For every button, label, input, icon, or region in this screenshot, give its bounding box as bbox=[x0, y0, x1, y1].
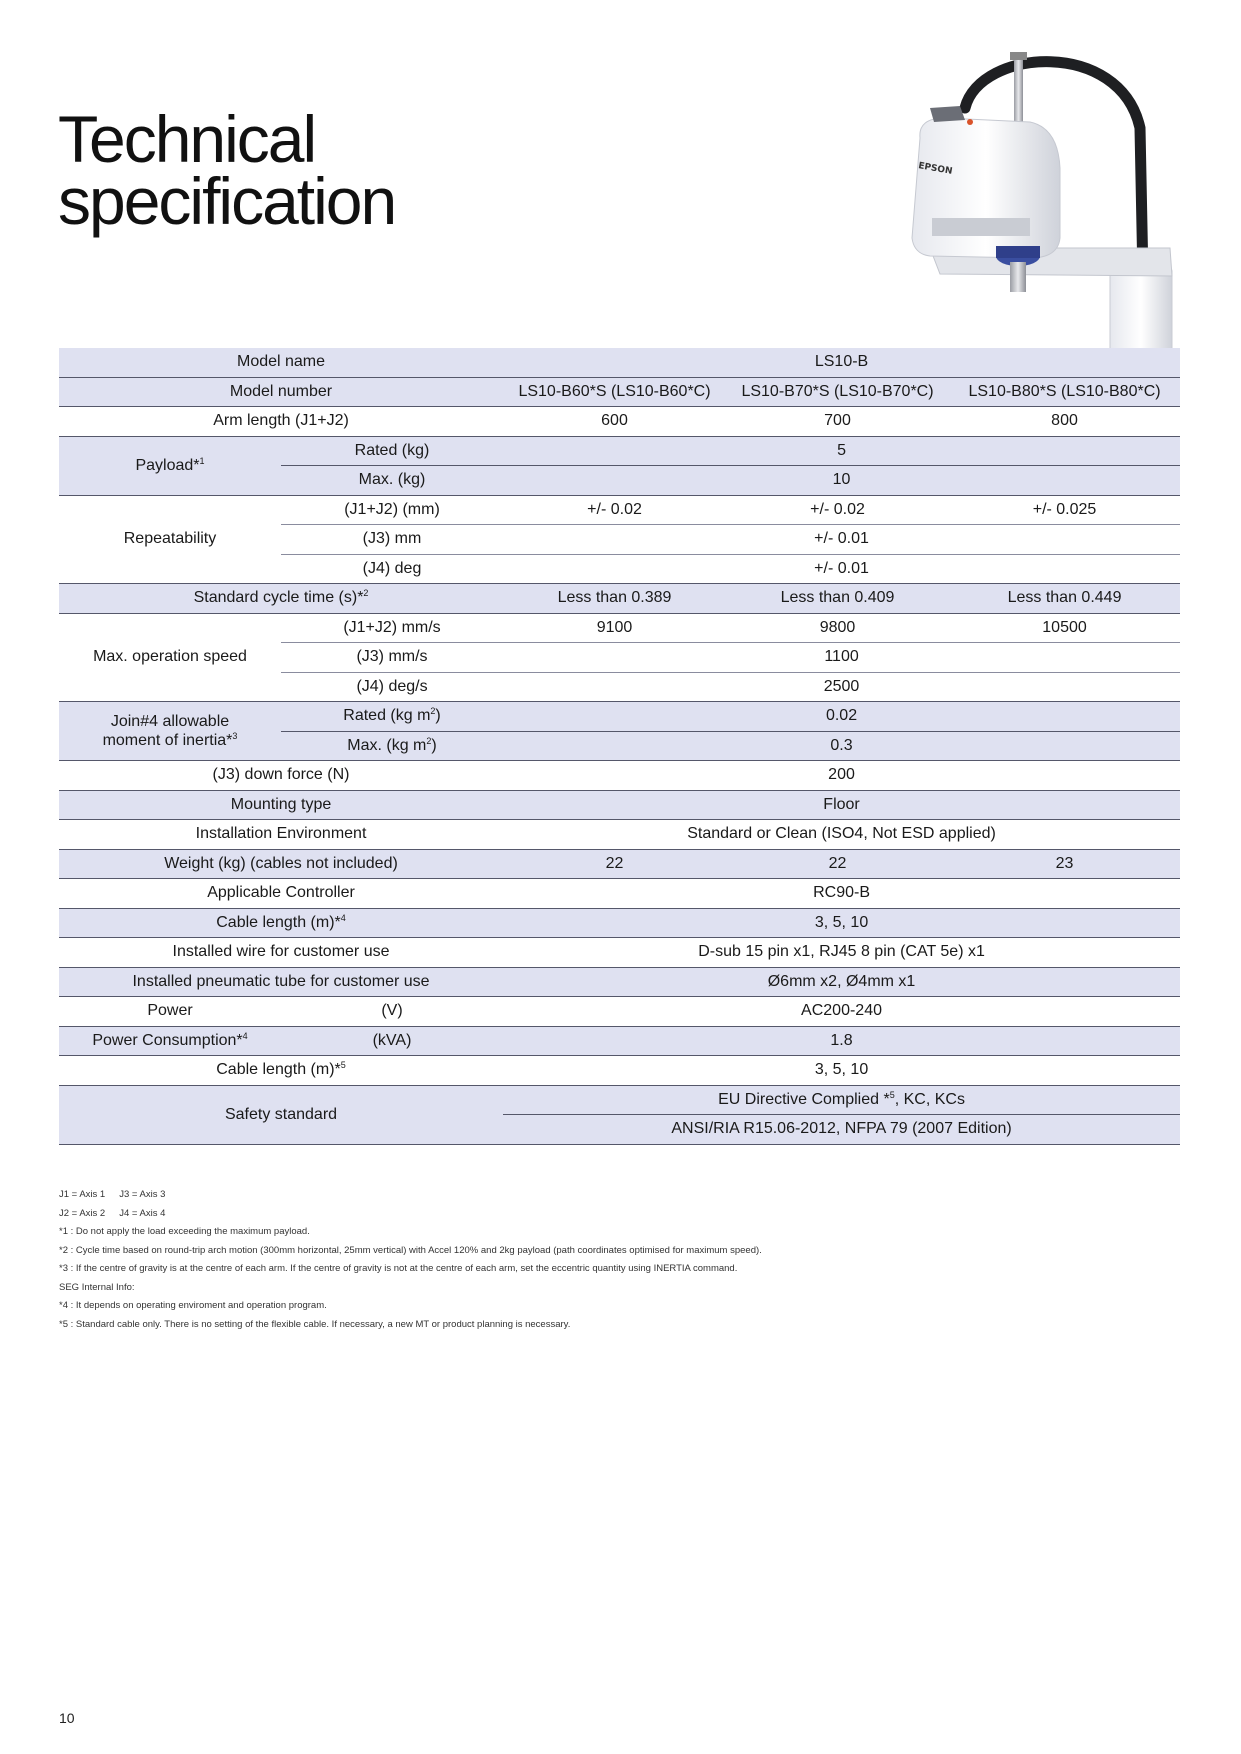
value-repeat-j1j2-60: +/- 0.02 bbox=[503, 495, 726, 525]
row-model-number bbox=[59, 377, 1180, 407]
label-controller: Applicable Controller bbox=[59, 879, 503, 909]
row-weight bbox=[59, 849, 1180, 879]
value-consumption: 1.8 bbox=[503, 1026, 1180, 1056]
axis-legend-1: J1 = Axis 1 J3 = Axis 3 bbox=[59, 1189, 166, 1200]
label-max-speed: Max. operation speed bbox=[59, 613, 281, 702]
footnotes bbox=[59, 1186, 762, 1334]
page-title bbox=[58, 102, 396, 238]
value-wire: D-sub 15 pin x1, RJ45 8 pin (CAT 5e) x1 bbox=[503, 938, 1180, 968]
label-model-number: Model number bbox=[59, 377, 503, 407]
row-speed-j1j2 bbox=[59, 613, 1180, 643]
value-repeat-j1j2-80: +/- 0.025 bbox=[949, 495, 1180, 525]
value-controller: RC90-B bbox=[503, 879, 1180, 909]
value-tube: Ø6mm x2, Ø4mm x1 bbox=[503, 967, 1180, 997]
label-inertia-max: Max. (kg $m^2$) bbox=[281, 731, 503, 761]
value-weight-60: 22 bbox=[503, 849, 726, 879]
label-speed-j1j2: (J1+J2) mm/s bbox=[281, 613, 503, 643]
value-repeat-j3: +/- 0.01 bbox=[503, 525, 1180, 555]
footnote-3: *3 : If the centre of gravity is at the centre of each arm. If the centre of gravity is not at the centre of each arm, set the eccentric quantity using INERTIA command. bbox=[59, 1263, 738, 1274]
row-mounting bbox=[59, 790, 1180, 820]
label-speed-j3: (J3) mm/s bbox=[281, 643, 503, 673]
label-wire: Installed wire for customer use bbox=[59, 938, 503, 968]
label-weight: Weight (kg) (cables not included) bbox=[59, 849, 503, 879]
value-repeat-j1j2-70: +/- 0.02 bbox=[726, 495, 949, 525]
value-safety-2: ANSI/RIA R15.06-2012, NFPA 79 (2007 Edition) bbox=[503, 1115, 1180, 1145]
value-speed-j3: 1100 bbox=[503, 643, 1180, 673]
label-repeat-j1j2: (J1+J2) (mm) bbox=[281, 495, 503, 525]
value-arm-length-70: 700 bbox=[726, 407, 949, 437]
value-speed-j1j2-60: 9100 bbox=[503, 613, 726, 643]
value-arm-length-60: 600 bbox=[503, 407, 726, 437]
label-safety: Safety standard bbox=[59, 1085, 503, 1144]
value-weight-80: 23 bbox=[949, 849, 1180, 879]
label-repeat-j3: (J3) mm bbox=[281, 525, 503, 555]
value-payload-max: 10 bbox=[503, 466, 1180, 496]
row-cable-length-1 bbox=[59, 908, 1180, 938]
brand-label: EPSON bbox=[917, 161, 954, 177]
label-repeat-j4: (J4) deg bbox=[281, 554, 503, 584]
row-safety-1 bbox=[59, 1085, 1180, 1115]
label-power: Power bbox=[59, 997, 281, 1027]
value-mounting: Floor bbox=[503, 790, 1180, 820]
scara-robot-image bbox=[890, 48, 1200, 368]
label-model-name: Model name bbox=[59, 348, 503, 377]
row-arm-length bbox=[59, 407, 1180, 437]
label-tube: Installed pneumatic tube for customer use bbox=[59, 967, 503, 997]
value-inertia-rated: 0.02 bbox=[503, 702, 1180, 732]
axis-legend-2: J2 = Axis 2 J4 = Axis 4 bbox=[59, 1207, 166, 1219]
value-safety-1: EU Directive Complied *$^5$, KC, KCs bbox=[503, 1085, 1180, 1115]
value-model-number-70: LS10-B70*S (LS10-B70*C) bbox=[726, 377, 949, 407]
label-cable-length-2: Cable length (m)*$^5$ bbox=[59, 1056, 503, 1086]
row-down-force bbox=[59, 761, 1180, 791]
unit-consumption: (kVA) bbox=[281, 1026, 503, 1056]
value-speed-j1j2-70: 9800 bbox=[726, 613, 949, 643]
label-down-force: (J3) down force (N) bbox=[59, 761, 503, 791]
value-model-number-60: LS10-B60*S (LS10-B60*C) bbox=[503, 377, 726, 407]
label-cable-length-1: Cable length (m)*$^4$ bbox=[59, 908, 503, 938]
internal-info: SEG Internal Info: bbox=[59, 1281, 135, 1293]
footnote-1: *1 : Do not apply the load exceeding the maximum payload. bbox=[59, 1226, 310, 1237]
label-speed-j4: (J4) deg/s bbox=[281, 672, 503, 702]
label-inertia: Join#4 allowable moment of inertia*$^3$ bbox=[59, 702, 281, 761]
spec-table bbox=[59, 348, 1180, 1145]
value-repeat-j4: +/- 0.01 bbox=[503, 554, 1180, 584]
value-model-name: LS10-B bbox=[503, 348, 1180, 377]
label-environment: Installation Environment bbox=[59, 820, 503, 850]
value-environment: Standard or Clean (ISO4, Not ESD applied) bbox=[503, 820, 1180, 850]
row-cycle-time bbox=[59, 584, 1180, 614]
footnote-2: *2 : Cycle time based on round-trip arch motion (300mm horizontal, 25mm vertical) with Accel 120% and 2kg payload (path coordinates optimised for maximum speed). bbox=[59, 1244, 762, 1256]
label-payload: Payload*$^1$ bbox=[59, 436, 281, 495]
value-weight-70: 22 bbox=[726, 849, 949, 879]
unit-power: (V) bbox=[281, 997, 503, 1027]
title-line-1: Technical bbox=[58, 102, 316, 176]
title-line-2: specification bbox=[58, 164, 396, 238]
row-payload-rated bbox=[59, 436, 1180, 466]
row-power bbox=[59, 997, 1180, 1027]
row-consumption bbox=[59, 1026, 1180, 1056]
value-inertia-max: 0.3 bbox=[503, 731, 1180, 761]
value-payload-rated: 5 bbox=[503, 436, 1180, 466]
value-down-force: 200 bbox=[503, 761, 1180, 791]
value-cable-length-1: 3, 5, 10 bbox=[503, 908, 1180, 938]
label-mounting: Mounting type bbox=[59, 790, 503, 820]
label-payload-max: Max. (kg) bbox=[281, 466, 503, 496]
value-cycle-time-70: Less than 0.409 bbox=[726, 584, 949, 614]
row-model-name bbox=[59, 348, 1180, 377]
value-model-number-80: LS10-B80*S (LS10-B80*C) bbox=[949, 377, 1180, 407]
label-cycle-time: Standard cycle time (s)*$^2$ bbox=[59, 584, 503, 614]
value-cycle-time-60: Less than 0.389 bbox=[503, 584, 726, 614]
row-environment bbox=[59, 820, 1180, 850]
value-speed-j4: 2500 bbox=[503, 672, 1180, 702]
value-speed-j1j2-80: 10500 bbox=[949, 613, 1180, 643]
label-payload-rated: Rated (kg) bbox=[281, 436, 503, 466]
footnote-4: *4 : It depends on operating enviroment and operation program. bbox=[59, 1300, 327, 1311]
value-power: AC200-240 bbox=[503, 997, 1180, 1027]
label-consumption: Power Consumption*$^4$ bbox=[59, 1026, 281, 1056]
row-tube bbox=[59, 967, 1180, 997]
row-wire bbox=[59, 938, 1180, 968]
value-cycle-time-80: Less than 0.449 bbox=[949, 584, 1180, 614]
value-cable-length-2: 3, 5, 10 bbox=[503, 1056, 1180, 1086]
label-arm-length: Arm length (J1+J2) bbox=[59, 407, 503, 437]
value-arm-length-80: 800 bbox=[949, 407, 1180, 437]
footnote-5: *5 : Standard cable only. There is no setting of the flexible cable. If necessary, a new MT or product planning is necessary. bbox=[59, 1318, 571, 1330]
page-number: 10 bbox=[59, 1710, 75, 1726]
row-inertia-rated bbox=[59, 702, 1180, 732]
label-repeatability: Repeatability bbox=[59, 495, 281, 584]
row-controller bbox=[59, 879, 1180, 909]
row-repeat-j1j2 bbox=[59, 495, 1180, 525]
row-cable-length-2 bbox=[59, 1056, 1180, 1086]
label-inertia-rated: Rated (kg $m^2$) bbox=[281, 702, 503, 732]
